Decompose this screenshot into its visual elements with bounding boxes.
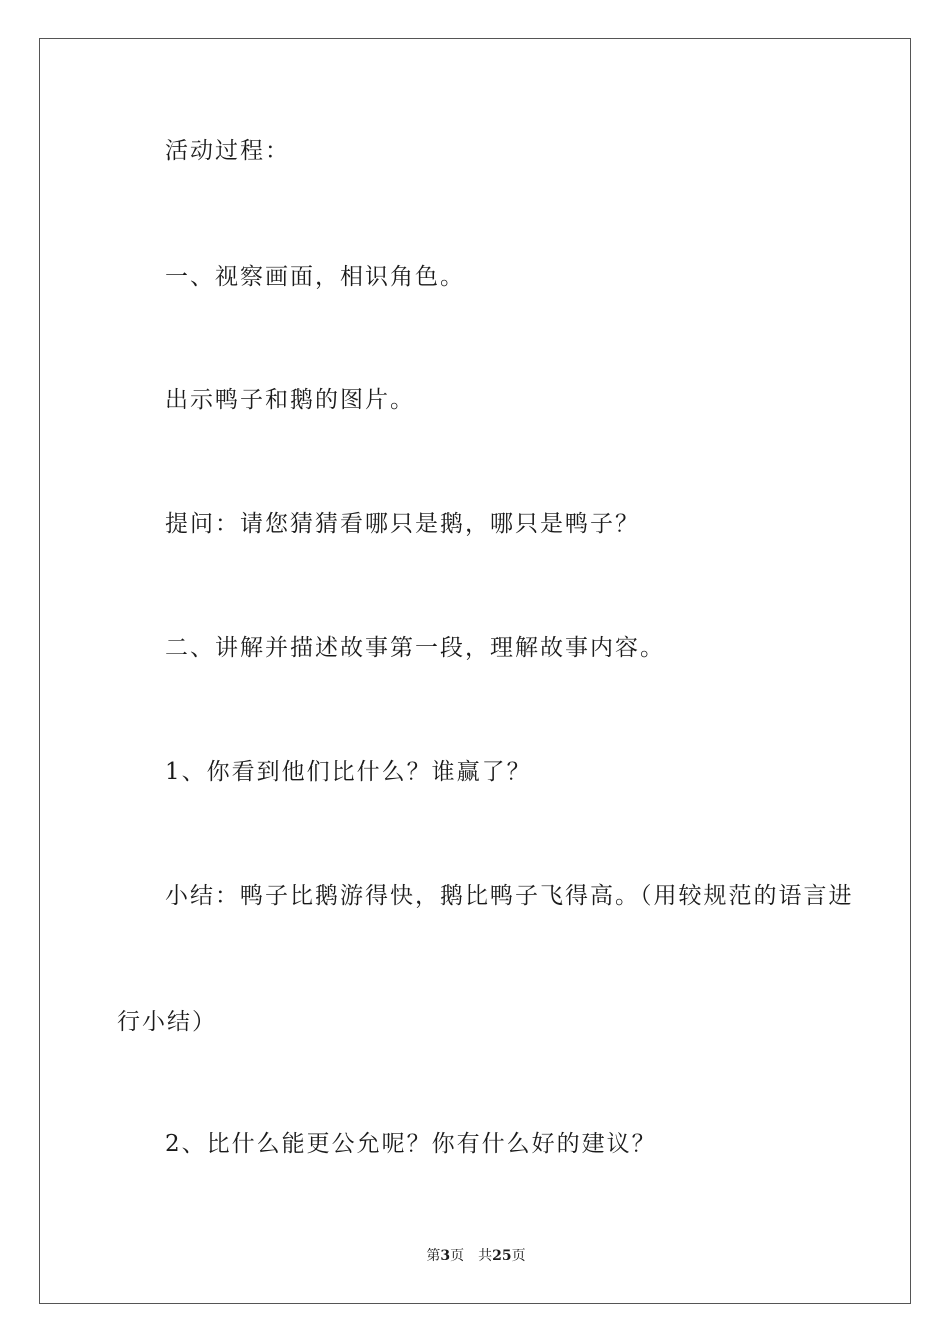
footer-total-pages: 25 [492,1248,512,1264]
footer-total-prefix: 共 [478,1248,493,1264]
paragraph-activity-process: 活动过程： [165,138,290,164]
paragraph-section-one: 一、视察画面，相识角色。 [165,264,465,290]
page-footer [40,1247,912,1265]
page-frame [39,38,911,1304]
paragraph-section-two: 二、讲解并描述故事第一段，理解故事内容。 [165,635,665,661]
paragraph-summary-continued: 行小结） [117,1009,217,1035]
footer-page-prefix: 第 [426,1248,441,1264]
paragraph-summary: 小结：鸭子比鹅游得快，鹅比鸭子飞得高。（用较规范的语言进 [165,883,854,909]
footer-page-number: 3 [440,1248,451,1264]
paragraph-question: 提问：请您猜猜看哪只是鹅，哪只是鸭子？ [165,511,640,537]
paragraph-item-two: 2、比什么能更公允呢？你有什么好的建议？ [165,1131,657,1157]
footer-page-suffix: 页 [450,1248,465,1264]
paragraph-item-one: 1、你看到他们比什么？谁赢了？ [165,759,532,785]
paragraph-show-pictures: 出示鸭子和鹅的图片。 [165,387,415,413]
footer-total-suffix: 页 [511,1248,526,1264]
